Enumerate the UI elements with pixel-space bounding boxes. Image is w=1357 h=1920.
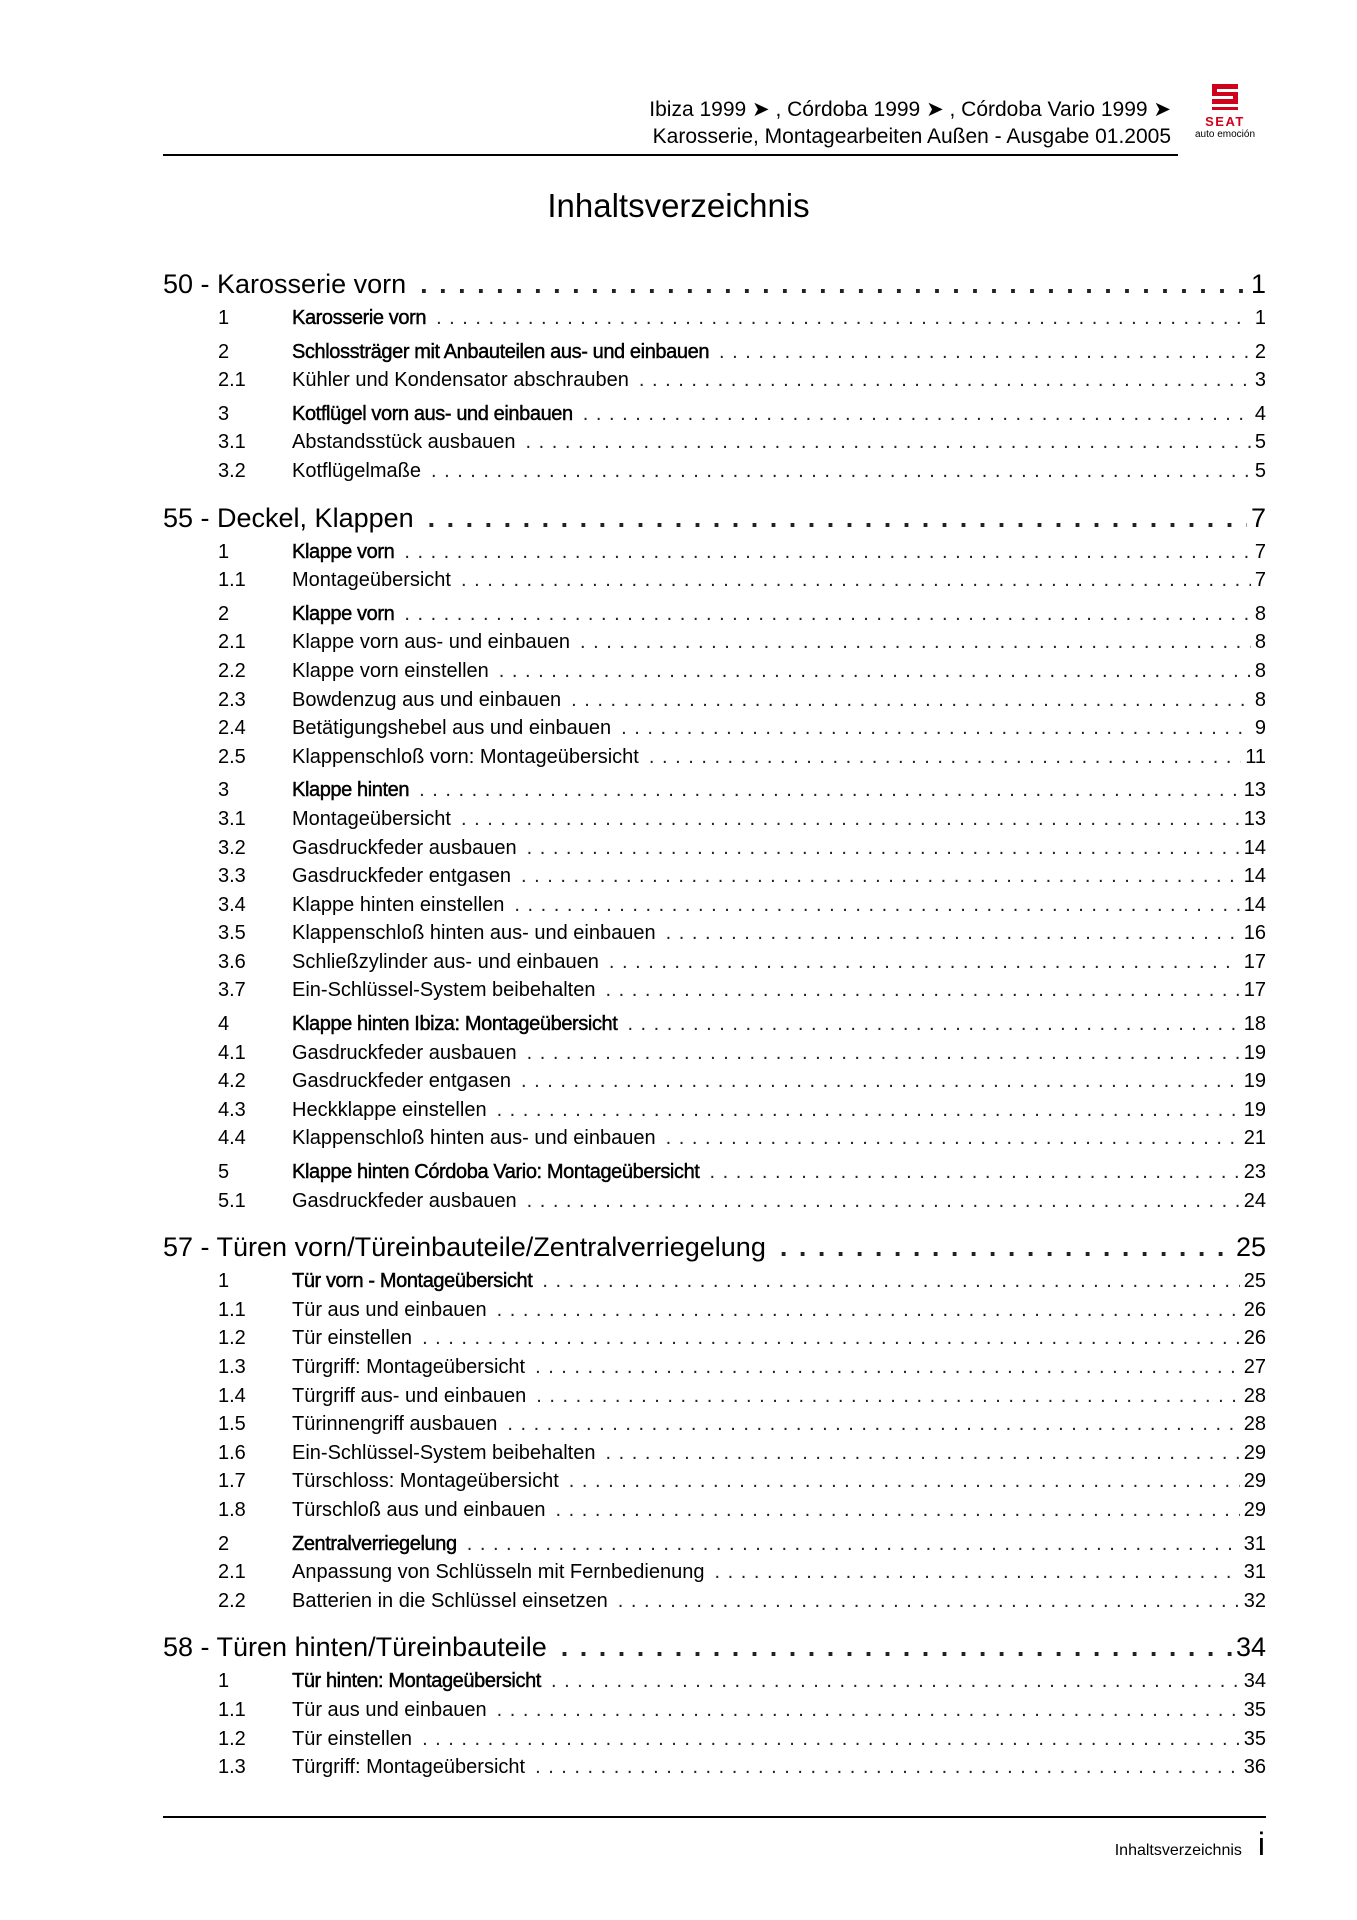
toc-entry-page: 16 <box>1243 922 1266 945</box>
toc-entry-title: Batterien in die Schlüssel einsetzen <box>292 1589 608 1612</box>
toc-entry-page: 34 <box>1243 1670 1266 1693</box>
toc-leader-dots <box>521 1067 1240 1096</box>
toc-entry-title: Schließzylinder aus- und einbauen <box>292 950 599 973</box>
toc-leader-dots <box>422 1725 1240 1754</box>
toc-entry-number: 3.3 <box>218 865 246 888</box>
toc-entry-page: 14 <box>1243 893 1266 916</box>
toc-entry-page: 32 <box>1243 1589 1266 1612</box>
toc-leader-dots <box>431 457 1251 486</box>
header-models: Ibiza 1999 ➤ , Córdoba 1999 ➤ , Córdoba Vario 1999 ➤ <box>649 98 1171 121</box>
toc-entry-number: 4 <box>218 1013 230 1036</box>
toc-entry-number: 5 <box>218 1161 230 1184</box>
toc-entry-title: Kotflügelmaße <box>292 459 421 482</box>
toc-entry-page: 14 <box>1243 836 1266 859</box>
toc-leader-dots <box>526 428 1251 457</box>
page-footer <box>1115 1828 1265 1860</box>
toc-entry-number: 2.2 <box>218 1589 246 1612</box>
toc-entry-number: 4.4 <box>218 1127 246 1150</box>
toc-entry-page: 17 <box>1243 950 1266 973</box>
toc-entry-number: 3.5 <box>218 922 246 945</box>
toc-entry[interactable] <box>163 1039 1266 1068</box>
toc-leader-dots <box>436 304 1251 333</box>
toc-entry[interactable] <box>163 338 1266 367</box>
toc-entry-title: Ein-Schlüssel-System beibehalten <box>292 1441 596 1464</box>
toc-entry-number: 1 <box>218 1670 230 1693</box>
toc-entry[interactable] <box>163 1267 1266 1296</box>
toc-entry-number: 1.1 <box>218 1698 246 1721</box>
toc-entry[interactable] <box>163 457 1266 486</box>
toc-entry-number: 2 <box>218 602 230 625</box>
toc-entry-page: 26 <box>1243 1298 1266 1321</box>
toc-entry[interactable] <box>163 566 1266 595</box>
toc-entry-page: 8 <box>1254 688 1266 711</box>
toc-leader-dots <box>461 566 1251 595</box>
toc-entry-page: 26 <box>1243 1327 1266 1350</box>
toc-entry-title: Türgriff: Montageübersicht <box>292 1356 526 1378</box>
toc-entry[interactable] <box>163 834 1266 863</box>
toc-entry[interactable] <box>163 1296 1266 1325</box>
toc-entry-page: 2 <box>1254 340 1266 363</box>
toc-entry-page: 18 <box>1243 1013 1266 1036</box>
toc-entry[interactable] <box>163 1010 1266 1039</box>
toc-entry-title: Tür hinten: Montageübersicht <box>292 1670 541 1693</box>
toc-entry-page: 11 <box>1245 745 1266 768</box>
toc-entry-title: Türschloß aus und einbauen <box>292 1498 546 1521</box>
seat-wordmark: SEAT <box>1205 114 1245 129</box>
toc-leader-dots <box>527 1187 1240 1216</box>
toc-entry[interactable] <box>163 1725 1266 1754</box>
toc-entry-number: 3.4 <box>218 893 246 916</box>
toc-leader-dots <box>527 1039 1240 1068</box>
toc-entry-title: Klappe vorn einstellen <box>292 659 489 682</box>
toc-entry-number: 2.2 <box>218 659 246 682</box>
toc-leader-dots <box>428 502 1247 534</box>
toc-entry-title: Tür einstellen <box>292 1727 413 1750</box>
toc-entry-title: Betätigungshebel aus und einbauen <box>292 717 612 740</box>
toc-entry-number: 2.1 <box>218 1561 246 1584</box>
toc-entry-number: 1.8 <box>218 1498 246 1521</box>
toc-entry[interactable] <box>163 948 1266 977</box>
toc-entry[interactable] <box>163 862 1266 891</box>
toc-entry[interactable] <box>163 1382 1266 1411</box>
toc-leader-dots <box>404 538 1251 567</box>
toc-entry-number: 3.2 <box>218 459 246 482</box>
toc-leader-dots <box>420 268 1247 300</box>
toc-entry-title: Türgriff aus- und einbauen <box>292 1384 527 1407</box>
toc-entry[interactable] <box>163 1187 1266 1216</box>
logo-tagline: auto emoción <box>1194 129 1256 140</box>
toc-leader-dots <box>536 1382 1240 1411</box>
toc-entry-page: 8 <box>1254 659 1266 682</box>
toc-entry-page: 19 <box>1243 1070 1266 1093</box>
toc-leader-dots <box>621 714 1251 743</box>
toc-entry-number: 4.3 <box>218 1098 246 1121</box>
toc-entry-title: Anpassung von Schlüsseln mit Fernbedienung <box>292 1561 705 1584</box>
toc-chapter[interactable] <box>163 496 1266 538</box>
toc-leader-dots <box>583 400 1251 429</box>
toc-entry-title: Türschloss: Montageübersicht <box>292 1470 559 1493</box>
toc-entry-title: Bowdenzug aus und einbauen <box>292 688 562 711</box>
toc-entry[interactable] <box>163 686 1266 715</box>
toc-entry[interactable] <box>163 1667 1266 1696</box>
toc-leader-dots <box>639 366 1251 395</box>
toc-entry-page: 29 <box>1243 1470 1266 1493</box>
toc-entry-page: 19 <box>1243 1041 1266 1064</box>
toc-leader-dots <box>561 1631 1232 1663</box>
toc-entry-number: 3.6 <box>218 950 246 973</box>
toc-entry-title: Klappe vorn <box>292 602 395 625</box>
toc-entry-page: 25 <box>1243 1270 1266 1293</box>
toc-leader-dots <box>404 600 1251 629</box>
toc-leader-dots <box>461 805 1240 834</box>
toc-entry-page: 24 <box>1243 1189 1266 1212</box>
header-text <box>649 96 1171 150</box>
toc-leader-dots <box>521 862 1240 891</box>
toc-chapter-page: 7 <box>1250 502 1266 533</box>
toc-entry[interactable] <box>163 1558 1266 1587</box>
seat-logo <box>1184 80 1266 146</box>
toc-leader-dots <box>535 1353 1240 1382</box>
toc-entry-title: Karosserie vorn <box>292 307 427 329</box>
toc-leader-dots <box>714 1558 1239 1587</box>
toc-entry[interactable] <box>163 400 1266 429</box>
toc-chapter-title: 57 - Türen vorn/Türeinbauteile/Zentralverriegelung <box>163 1232 766 1263</box>
toc-chapter[interactable] <box>163 1625 1266 1667</box>
toc-entry-title: Abstandsstück ausbauen <box>292 431 516 454</box>
toc-entry-number: 2 <box>218 340 230 363</box>
toc-entry[interactable] <box>163 366 1266 395</box>
toc-leader-dots <box>666 919 1240 948</box>
toc-entry[interactable] <box>163 1467 1266 1496</box>
toc-entry-page: 31 <box>1243 1532 1266 1555</box>
toc-entry-page: 23 <box>1243 1161 1266 1184</box>
toc-entry-page: 5 <box>1254 459 1266 482</box>
toc-leader-dots <box>606 976 1240 1005</box>
toc-entry[interactable] <box>163 714 1266 743</box>
toc-entry[interactable] <box>163 1439 1266 1468</box>
toc-entry[interactable] <box>163 600 1266 629</box>
toc-entry[interactable] <box>163 1696 1266 1725</box>
toc-leader-dots <box>551 1667 1240 1696</box>
toc-entry[interactable] <box>163 1753 1266 1782</box>
toc-leader-dots <box>569 1467 1240 1496</box>
toc-entry-number: 3.2 <box>218 836 246 859</box>
toc-entry-number: 1.2 <box>218 1327 246 1350</box>
toc-leader-dots <box>649 743 1241 772</box>
toc-entry-number: 1 <box>218 307 230 329</box>
toc-leader-dots <box>556 1496 1240 1525</box>
page-header <box>163 96 1266 156</box>
toc-leader-dots <box>497 1696 1240 1725</box>
toc-leader-dots <box>527 834 1240 863</box>
toc-entry-title: Klappe hinten Ibiza: Montageübersicht <box>292 1013 618 1036</box>
toc-leader-dots <box>467 1530 1240 1559</box>
toc-entry[interactable] <box>163 743 1266 772</box>
toc-entry-number: 3.7 <box>218 979 246 1002</box>
toc-entry-title: Zentralverriegelung <box>292 1532 457 1555</box>
toc-entry-number: 1.3 <box>218 1356 246 1378</box>
toc-leader-dots <box>497 1096 1240 1125</box>
toc-entry[interactable] <box>163 1496 1266 1525</box>
toc-entry-number: 1.1 <box>218 569 246 592</box>
toc-leader-dots <box>422 1324 1240 1353</box>
toc-entry-title: Gasdruckfeder entgasen <box>292 1070 512 1093</box>
footer-page-number: i <box>1257 1826 1265 1862</box>
header-subtitle: Karosserie, Montagearbeiten Außen - Ausgabe 01.2005 <box>652 125 1171 148</box>
toc-entry-title: Klappenschloß hinten aus- und einbauen <box>292 1127 656 1150</box>
toc-entry[interactable] <box>163 976 1266 1005</box>
toc-entry-page: 8 <box>1254 602 1266 625</box>
toc-entry[interactable] <box>163 891 1266 920</box>
page-title: Inhaltsverzeichnis <box>547 187 810 224</box>
toc-entry[interactable] <box>163 1124 1266 1153</box>
toc-entry-number: 2.1 <box>218 369 246 392</box>
toc-entry[interactable] <box>163 428 1266 457</box>
toc-entry-number: 4.2 <box>218 1070 246 1093</box>
toc-chapter-title: 58 - Türen hinten/Türeinbauteile <box>163 1632 547 1663</box>
toc-entry[interactable] <box>163 657 1266 686</box>
toc-entry-title: Gasdruckfeder ausbauen <box>292 1189 517 1212</box>
toc-entry-number: 3 <box>218 779 230 802</box>
seat-emblem-icon <box>1184 80 1266 130</box>
toc-entry-page: 28 <box>1243 1413 1266 1436</box>
toc-entry-title: Montageübersicht <box>292 807 451 830</box>
toc-entry[interactable] <box>163 919 1266 948</box>
toc-chapter-page: 25 <box>1235 1232 1266 1263</box>
toc-entry-page: 13 <box>1243 807 1266 830</box>
toc-entry-number: 2.5 <box>218 745 246 768</box>
toc-entry-page: 35 <box>1243 1727 1266 1750</box>
toc-entry[interactable] <box>163 1158 1266 1187</box>
footer-label: Inhaltsverzeichnis <box>1114 1842 1242 1859</box>
toc-entry[interactable] <box>163 304 1266 333</box>
toc-entry-number: 1.6 <box>218 1441 246 1464</box>
toc-entry-title: Gasdruckfeder ausbauen <box>292 836 517 859</box>
toc-entry-number: 1.1 <box>218 1298 246 1321</box>
toc-entry-number: 2.1 <box>218 631 246 654</box>
toc-entry-title: Klappe hinten Córdoba Vario: Montageübersicht <box>292 1161 700 1184</box>
toc-entry-title: Ein-Schlüssel-System beibehalten <box>292 979 596 1002</box>
toc-entry-number: 3.1 <box>218 431 246 454</box>
toc-chapter[interactable] <box>163 262 1266 304</box>
toc-entry-page: 27 <box>1243 1356 1266 1378</box>
toc-entry-title: Schlossträger mit Anbauteilen aus- und einbauen <box>292 340 710 363</box>
toc-leader-dots <box>514 891 1239 920</box>
toc-entry-title: Klappe hinten <box>292 779 410 802</box>
toc-entry-title: Gasdruckfeder ausbauen <box>292 1041 517 1064</box>
toc-entry[interactable] <box>163 1067 1266 1096</box>
toc-entry[interactable] <box>163 538 1266 567</box>
toc-entry[interactable] <box>163 1587 1266 1616</box>
toc-entry[interactable] <box>163 805 1266 834</box>
toc-chapter-title: 55 - Deckel, Klappen <box>163 502 414 533</box>
toc-entry-title: Tür einstellen <box>292 1327 413 1350</box>
toc-leader-dots <box>499 657 1251 686</box>
toc-entry-page: 4 <box>1254 402 1266 425</box>
toc-leader-dots <box>580 628 1251 657</box>
toc-entry-title: Tür aus und einbauen <box>292 1698 487 1721</box>
toc-leader-dots <box>571 686 1251 715</box>
toc-entry-number: 1.7 <box>218 1470 246 1493</box>
toc-entry[interactable] <box>163 1096 1266 1125</box>
toc-leader-dots <box>497 1296 1240 1325</box>
toc-entry-page: 19 <box>1243 1098 1266 1121</box>
toc-entry-page: 21 <box>1243 1127 1266 1150</box>
toc-entry-title: Türgriff: Montageübersicht <box>292 1756 526 1779</box>
toc-entry-title: Tür aus und einbauen <box>292 1298 487 1321</box>
toc-chapter[interactable] <box>163 1225 1266 1267</box>
toc-entry-number: 3 <box>218 402 230 425</box>
toc-entry-title: Klappe hinten einstellen <box>292 893 505 916</box>
toc-leader-dots <box>618 1587 1240 1616</box>
toc-entry-number: 1 <box>218 1270 230 1293</box>
toc-entry-number: 2.4 <box>218 717 246 740</box>
toc-entry-number: 1.2 <box>218 1727 246 1750</box>
toc-entry-page: 5 <box>1254 431 1266 454</box>
toc-entry-page: 28 <box>1243 1384 1266 1407</box>
toc-entry-number: 2.3 <box>218 688 246 711</box>
toc-entry-number: 1.5 <box>218 1413 246 1436</box>
toc-leader-dots <box>709 1158 1239 1187</box>
toc-entry-page: 36 <box>1243 1756 1266 1779</box>
toc-entry-number: 2 <box>218 1532 230 1555</box>
toc-entry-page: 8 <box>1254 631 1266 654</box>
toc-entry-page: 17 <box>1243 979 1266 1002</box>
header-rule <box>163 154 1178 156</box>
toc-entry-page: 1 <box>1254 307 1266 329</box>
toc-leader-dots <box>666 1124 1240 1153</box>
toc-leader-dots <box>627 1010 1239 1039</box>
toc-leader-dots <box>719 338 1251 367</box>
toc-entry-number: 3.1 <box>218 807 246 830</box>
toc-entry[interactable] <box>163 1530 1266 1559</box>
toc-entry-number: 1.4 <box>218 1384 246 1407</box>
toc-leader-dots <box>419 776 1240 805</box>
toc-leader-dots <box>535 1753 1240 1782</box>
toc-entry[interactable] <box>163 1324 1266 1353</box>
toc-entry[interactable] <box>163 628 1266 657</box>
toc-chapter-page: 34 <box>1235 1632 1266 1663</box>
toc-entry-title: Tür vorn - Montageübersicht <box>292 1270 533 1293</box>
toc-chapter-page: 1 <box>1250 269 1266 299</box>
toc-entry-title: Kotflügel vorn aus- und einbauen <box>292 402 573 425</box>
toc-entry-number: 1 <box>218 540 230 563</box>
toc-entry-page: 14 <box>1243 865 1266 888</box>
toc-entry-title: Heckklappe einstellen <box>292 1098 487 1121</box>
table-of-contents <box>163 262 1266 1782</box>
toc-entry-page: 13 <box>1243 779 1266 802</box>
toc-entry-title: Klappenschloß vorn: Montageübersicht <box>292 745 639 768</box>
toc-entry-number: 4.1 <box>218 1041 246 1064</box>
toc-leader-dots <box>507 1410 1239 1439</box>
toc-leader-dots <box>542 1267 1239 1296</box>
toc-entry-title: Kühler und Kondensator abschrauben <box>292 369 629 392</box>
toc-entry-title: Türinnengriff ausbauen <box>292 1413 498 1436</box>
toc-entry-title: Klappe vorn aus- und einbauen <box>292 631 570 654</box>
toc-entry-title: Gasdruckfeder entgasen <box>292 865 512 888</box>
toc-entry-title: Klappe vorn <box>292 540 395 563</box>
footer-rule <box>163 1816 1266 1818</box>
toc-entry-number: 1.3 <box>218 1756 246 1779</box>
toc-entry-title: Klappenschloß hinten aus- und einbauen <box>292 922 656 945</box>
toc-entry-page: 7 <box>1254 569 1266 592</box>
toc-entry-page: 29 <box>1243 1441 1266 1464</box>
toc-entry-page: 31 <box>1243 1561 1266 1584</box>
toc-entry[interactable] <box>163 1410 1266 1439</box>
toc-entry-page: 35 <box>1243 1698 1266 1721</box>
toc-entry-page: 9 <box>1254 717 1266 740</box>
toc-entry-page: 29 <box>1243 1498 1266 1521</box>
toc-entry-number: 5.1 <box>218 1189 246 1212</box>
toc-entry-page: 7 <box>1254 540 1266 563</box>
toc-entry-page: 3 <box>1254 369 1266 392</box>
toc-leader-dots <box>780 1231 1232 1263</box>
toc-entry[interactable] <box>163 776 1266 805</box>
toc-leader-dots <box>609 948 1240 977</box>
toc-entry-title: Montageübersicht <box>292 569 451 592</box>
toc-entry[interactable] <box>163 1353 1266 1382</box>
toc-leader-dots <box>606 1439 1240 1468</box>
toc-chapter-title: 50 - Karosserie vorn <box>163 269 407 299</box>
